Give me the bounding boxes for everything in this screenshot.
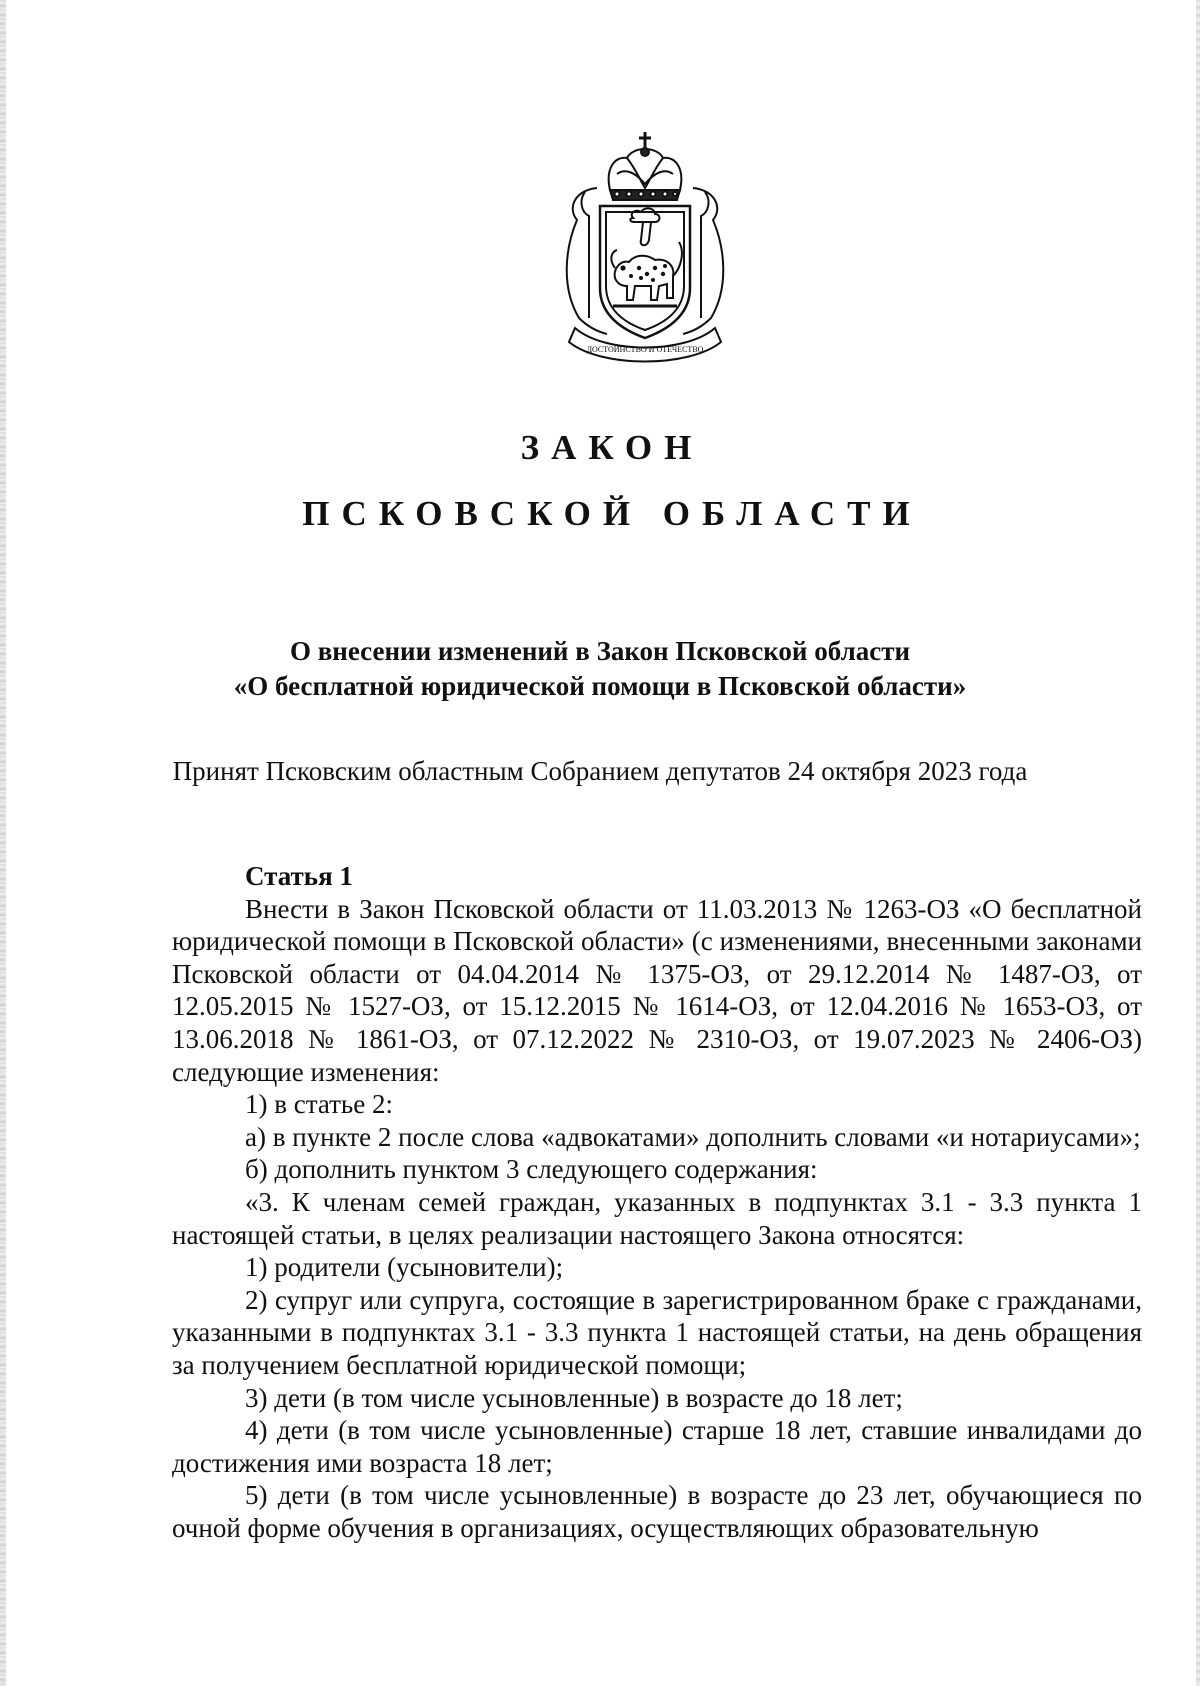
emblem-motto: ДОСТОИНСТВО И ОТЕЧЕСТВО — [586, 345, 704, 354]
adoption-note: Принят Псковским областным Собранием депутатов 24 октября 2023 года — [172, 756, 1028, 786]
article-paragraph: б) дополнить пунктом 3 следующего содержания: — [245, 1154, 818, 1185]
article-paragraph: 4) дети (в том числе усыновленные) старше 18 лет, ставшие инвалидами до достижения ими возраста 18 лет; — [172, 1415, 1142, 1478]
article-heading: Статья 1 — [245, 861, 353, 891]
article-paragraph: 3) дети (в том числе усыновленные) в возрасте до 18 лет; — [245, 1382, 903, 1413]
article-paragraph: 1) родители (усыновители); — [245, 1252, 564, 1283]
region-title: ПСКОВСКОЙ ОБЛАСТИ — [302, 494, 922, 533]
coat-of-arms-icon — [555, 128, 735, 363]
subject-line-2: «О бесплатной юридической помощи в Псковской области» — [233, 671, 967, 701]
law-subject — [0, 634, 1200, 704]
scan-edge-right — [1196, 0, 1200, 1686]
subject-line-1: О внесении изменений в Закон Псковской области — [289, 636, 911, 666]
article-paragraph: а) в пункте 2 после слова «адвокатами» дополнить словами «и нотариусами»; — [245, 1121, 1141, 1152]
law-title: ЗАКОН — [520, 428, 704, 467]
article-paragraph: 5) дети (в том числе усыновленные) в возрасте до 23 лет, обучающиеся по очной форме обучения в организациях, осуществляющих образовательную — [172, 1480, 1142, 1543]
article-paragraph: «3. К членам семей граждан, указанных в подпунктах 3.1 - 3.3 пункта 1 настоящей статьи, в целях реализации настоящего Закона относятся: — [172, 1186, 1142, 1250]
scan-edge-left — [0, 0, 6, 1686]
article-paragraph: Внести в Закон Псковской области от 11.03.2013 № 1263-ОЗ «О бесплатной юридической помощи в Псковской области» (с изменениями, внесенными законами Псковской области от 04.04.2014 № 1375-ОЗ, от 29.12.2014 № 1487-ОЗ, от 12.05.2015 № 1527-ОЗ, от 15.12.2015 № 1614-ОЗ, от 12.04.2016 № 1653-ОЗ, от 13.06.2018 № 1861-ОЗ, от 07.12.2022 № 2310-ОЗ, от 19.07.2023 № 2406-ОЗ) следующие изменения: — [172, 893, 1142, 1087]
article-body — [172, 860, 1142, 1544]
article-paragraph: 1) в статье 2: — [245, 1089, 393, 1120]
article-paragraph: 2) супруг или супруга, состоящие в зарегистрированном браке с гражданами, указанными в подпунктах 3.1 - 3.3 пункта 1 настоящей статьи, на день обращения за получением бесплатной юридической помощи; — [172, 1284, 1142, 1380]
